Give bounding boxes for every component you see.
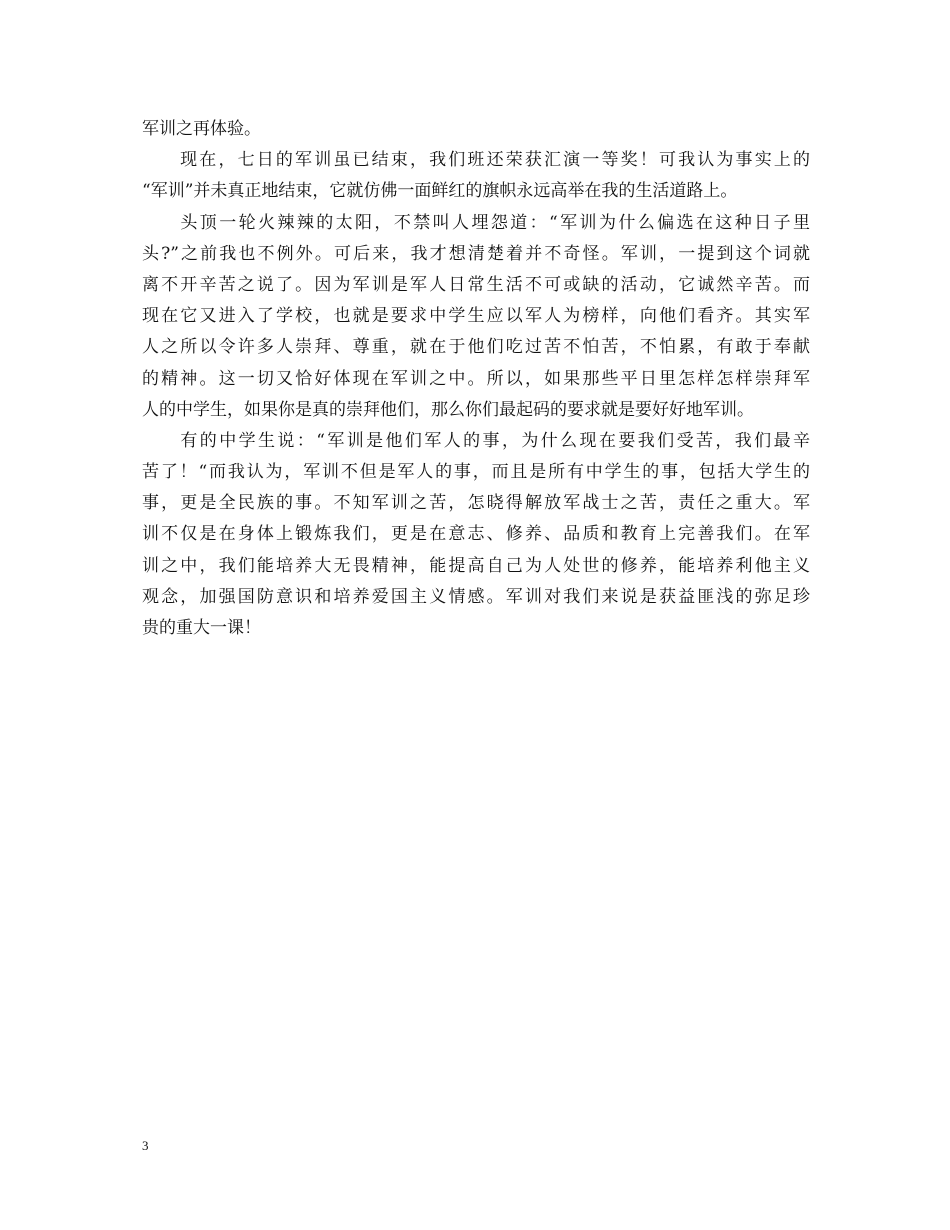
line-text: 现在，七日的军训虽已结束，我们班还荣获汇演一等奖！可我认为事实上的 [178,150,810,171]
line-text: 头?”之前我也不例外。可后来，我才想清楚着并不奇怪。军训，一提到这个词就 [142,243,810,264]
line-text: 头顶一轮火辣辣的太阳，不禁叫人埋怨道：“军训为什么偏选在这种日子里 [178,212,810,233]
paragraph-line [142,488,810,519]
line-text: 的精神。这一切又恰好体现在军训之中。所以，如果那些平日里怎样怎样崇拜军 [142,368,810,389]
paragraph-line [142,145,810,176]
line-text: 观念，加强国防意识和培养爱国主义情感。军训对我们来说是获益匪浅的弥足珍 [142,586,810,607]
line-text: 现在它又进入了学校，也就是要求中学生应以军人为榜样，向他们看齐。其实军 [142,306,810,327]
line-text: 贵的重大一课！ [142,618,261,638]
paragraph-line [142,364,810,395]
paragraph-line [142,176,810,207]
line-text: 军训之再体验。 [142,119,261,139]
paragraph-line [142,613,810,644]
paragraph-line [142,114,810,145]
paragraph-line [142,270,810,301]
line-text: 苦了！“而我认为，军训不但是军人的事，而且是所有中学生的事，包括大学生的 [142,462,810,483]
line-text: 事，更是全民族的事。不知军训之苦，怎晓得解放军战士之苦，责任之重大。军 [142,493,810,514]
line-text: 人之所以令许多人崇拜、尊重，就在于他们吃过苦不怕苦，不怕累，有敢于奉献 [142,337,810,358]
line-text: 训之中，我们能培养大无畏精神，能提高自己为人处世的修养，能培养利他主义 [142,555,810,576]
paragraph-line [142,457,810,488]
line-text: 人的中学生，如果你是真的崇拜他们，那么你们最起码的要求就是要好好地军训。 [142,399,754,420]
line-text: 训不仅是在身体上锻炼我们，更是在意志、修养、品质和教育上完善我们。在军 [142,524,810,545]
paragraph-line [142,332,810,363]
paragraph-line [142,239,810,270]
page-number: 3 [142,1138,149,1153]
line-text: 有的中学生说：“军训是他们军人的事，为什么现在要我们受苦，我们最辛 [178,430,810,451]
paragraph-line [142,395,810,426]
document-body [142,114,810,644]
paragraph-line [142,426,810,457]
paragraph-line [142,208,810,239]
line-text: “军训”并未真正地结束，它就仿佛一面鲜红的旗帜永远高举在我的生活道路上。 [142,181,738,202]
paragraph-line [142,301,810,332]
paragraph-line [142,519,810,550]
line-text: 离不开辛苦之说了。因为军训是军人日常生活不可或缺的活动，它诚然辛苦。而 [142,274,810,295]
paragraph-line [142,582,810,613]
paragraph-line [142,551,810,582]
